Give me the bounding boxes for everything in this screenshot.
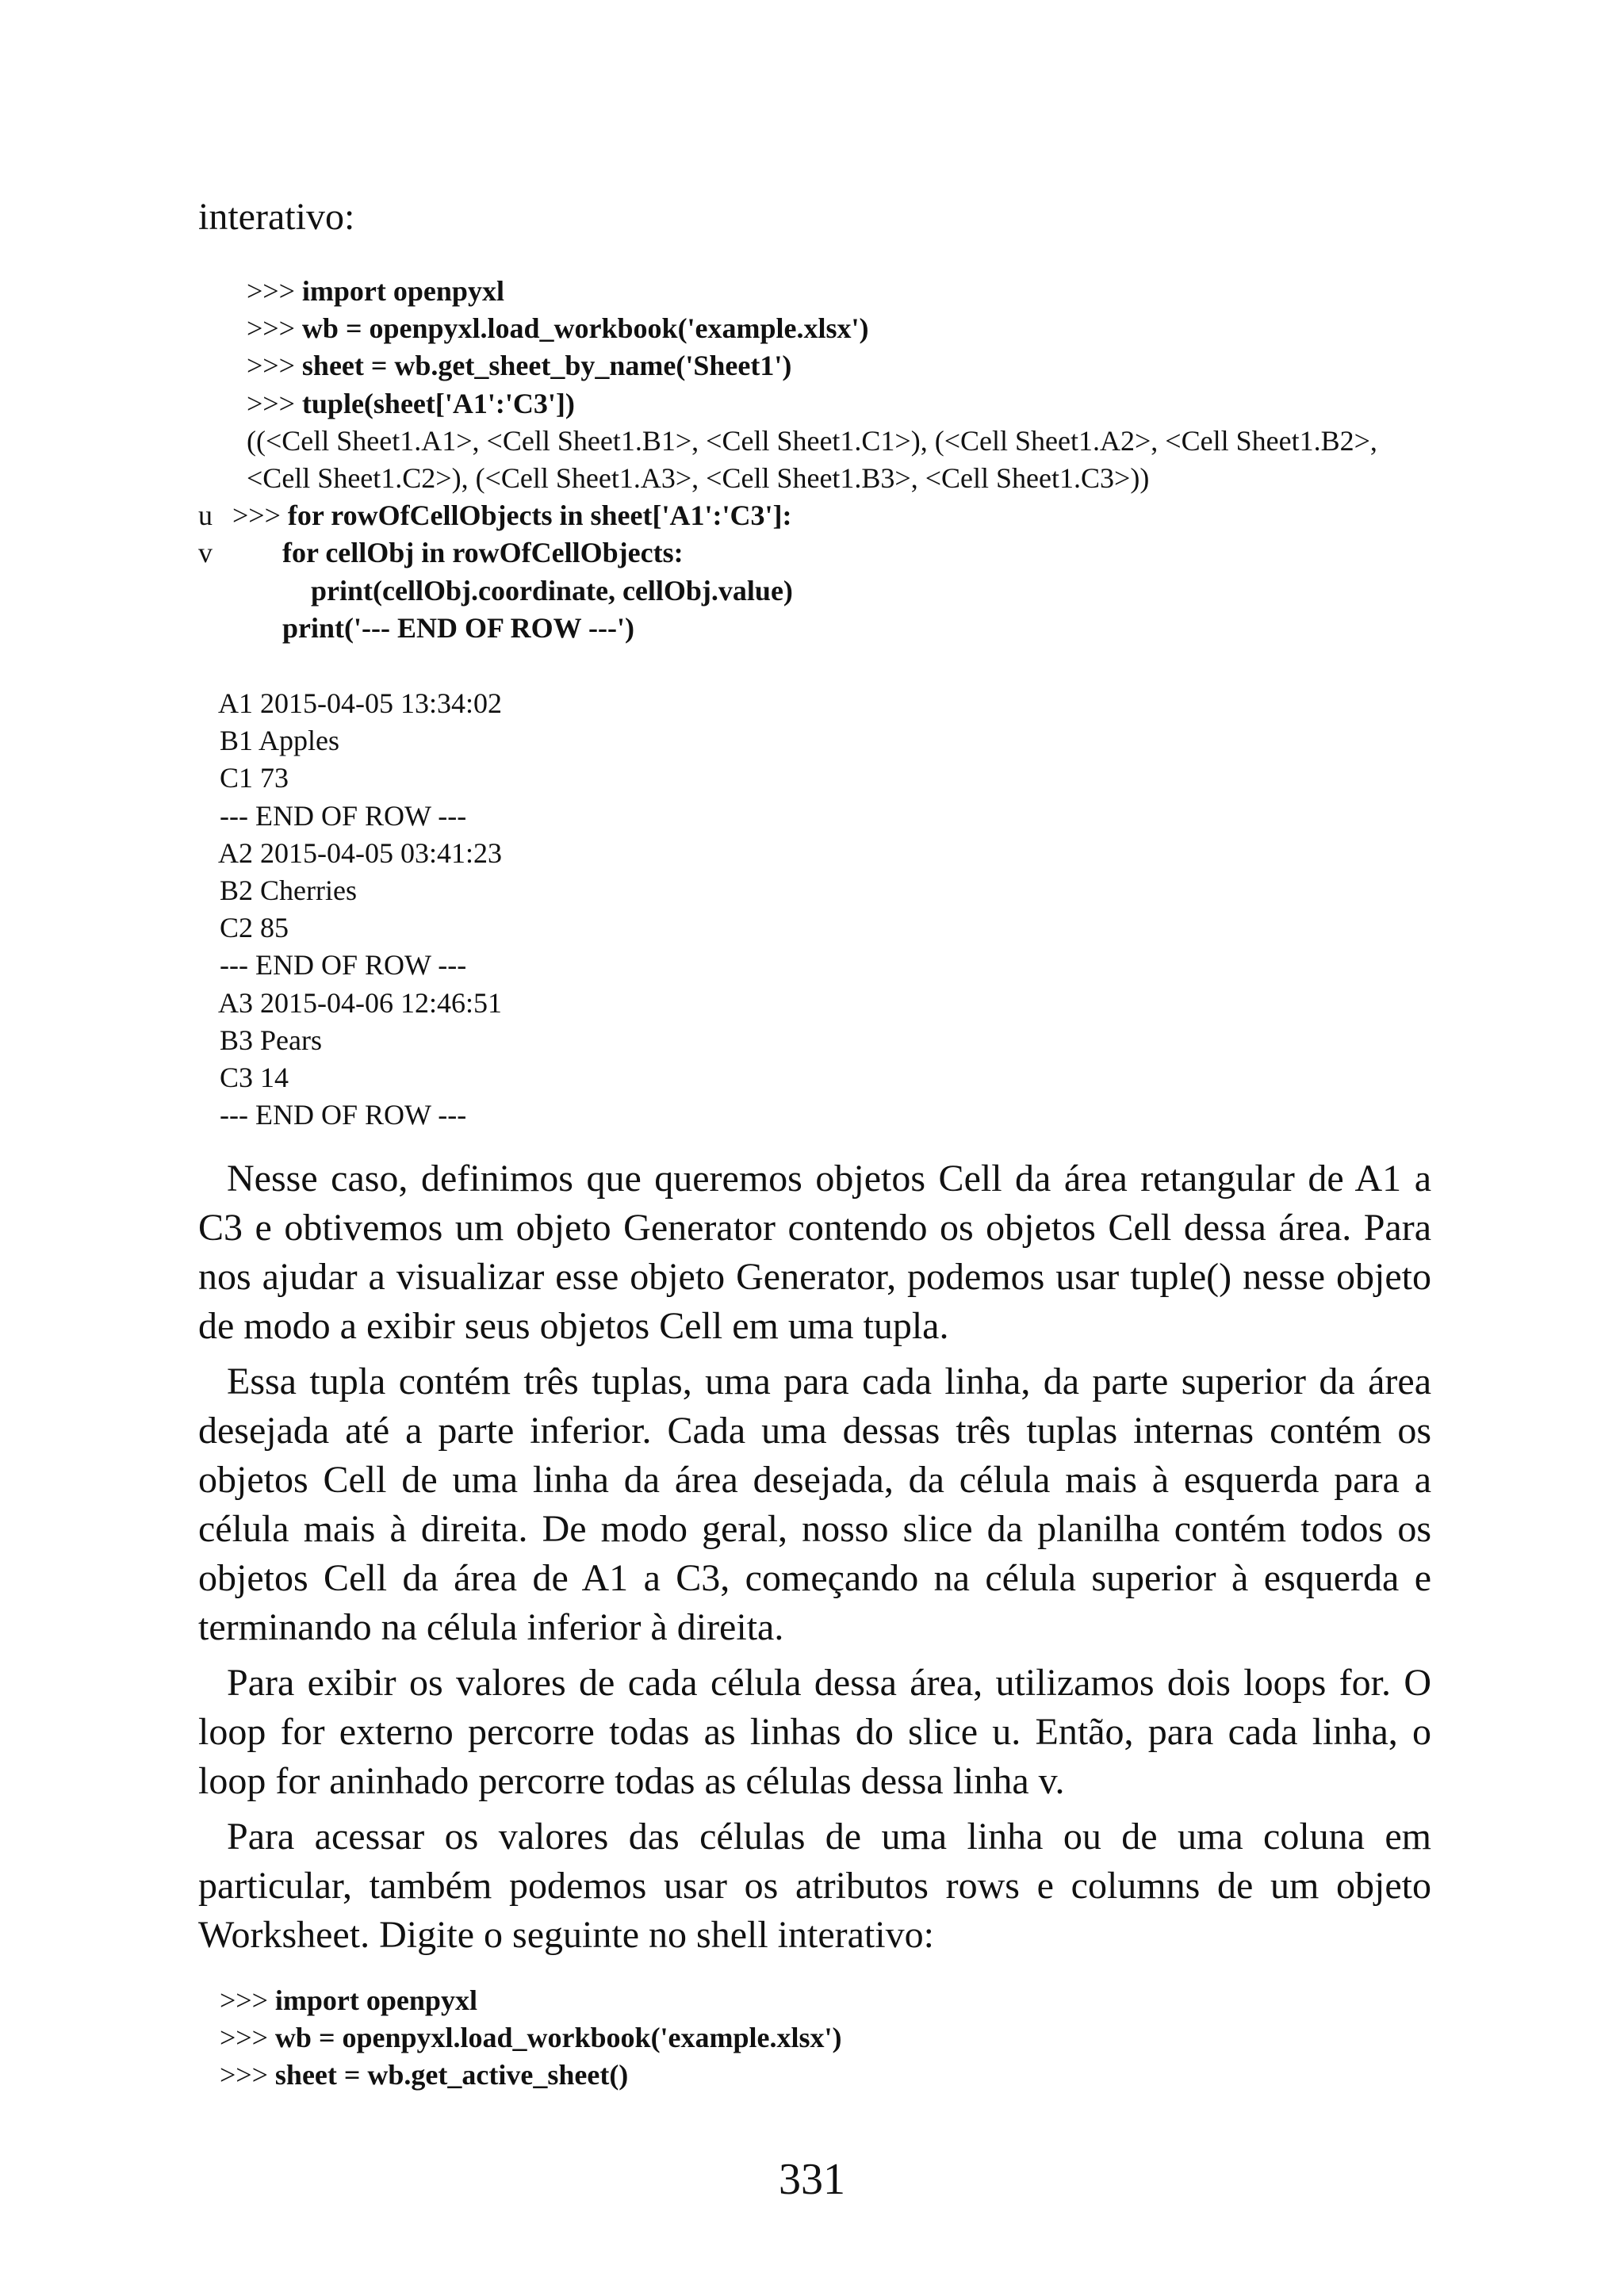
program-output <box>198 685 502 1134</box>
body-text <box>198 1154 1431 1966</box>
paragraph: Para exibir os valores de cada célula dessa área, utilizamos dois loops for. O loop for externo percorre todas as linhas do slice u. Então, para cada linha, o loop for aninhado percorre todas as células dessa linha v. <box>198 1662 1431 1802</box>
output-line: B2 Cherries <box>220 874 357 906</box>
callout-marker-v: v <box>198 537 213 569</box>
code-output-line: <Cell Sheet1.C2>), (<Cell Sheet1.A3>, <Cell Sheet1.B3>, <Cell Sheet1.C3>)) <box>247 461 1150 494</box>
page-number: 331 <box>779 2155 845 2204</box>
code-line: >>> tuple(sheet['A1':'C3']) <box>247 387 575 419</box>
code-line: v for cellObj in rowOfCellObjects: <box>198 534 1377 572</box>
output-line: A1 2015-04-05 13:34:02 <box>218 687 502 719</box>
output-line: A3 2015-04-06 12:46:51 <box>218 986 502 1019</box>
code-line: print('--- END OF ROW ---') <box>282 611 634 644</box>
callout-marker-u: u <box>198 499 213 532</box>
code-line: >>> wb = openpyxl.load_workbook('example.xlsx') <box>247 312 869 345</box>
output-line: --- END OF ROW --- <box>220 1099 467 1131</box>
output-line: --- END OF ROW --- <box>220 799 467 832</box>
paragraph: Essa tupla contém três tuplas, uma para cada linha, da parte superior da área desejada até a parte inferior. Cada uma dessas três tuplas internas contém os objetos Cell de uma linha da área desejada, da célula mais à esquerda para a célula mais à direita. De modo geral, nosso slice da planilha contém todos os objetos Cell da área de A1 a C3, começando na célula superior à esquerda e terminando na célula inferior à direita. <box>198 1360 1431 1648</box>
output-line: A2 2015-04-05 03:41:23 <box>218 836 502 869</box>
code-line: u >>> for rowOfCellObjects in sheet['A1':'C3']: <box>198 497 1377 534</box>
output-line: C3 14 <box>220 1061 289 1093</box>
output-line: B3 Pears <box>220 1024 322 1056</box>
code-line: print(cellObj.coordinate, cellObj.value) <box>311 574 793 607</box>
code-line: >>> import openpyxl <box>247 275 504 307</box>
code-block-2 <box>198 1982 842 2095</box>
output-line: --- END OF ROW --- <box>220 949 467 982</box>
code-output-line: ((<Cell Sheet1.A1>, <Cell Sheet1.B1>, <Cell Sheet1.C1>), (<Cell Sheet1.A2>, <Cell Sheet1.B2>, <box>247 424 1377 457</box>
code-block-1 <box>198 273 1377 647</box>
code-line: >>> import openpyxl <box>220 1984 477 2016</box>
output-line: C1 73 <box>220 762 289 794</box>
intro-text: interativo: <box>198 196 355 238</box>
paragraph: Nesse caso, definimos que queremos objetos Cell da área retangular de A1 a C3 e obtivemos um objeto Generator contendo os objetos Cell dessa área. Para nos ajudar a visualizar esse objeto Generator, podemos usar tuple() nesse objeto de modo a exibir seus objetos Cell em uma tupla. <box>198 1158 1431 1347</box>
code-line: >>> sheet = wb.get_sheet_by_name('Sheet1') <box>247 350 792 382</box>
output-line: C2 85 <box>220 912 289 944</box>
code-line: >>> wb = openpyxl.load_workbook('example.xlsx') <box>220 2022 842 2054</box>
output-line: B1 Apples <box>220 725 340 757</box>
code-line: >>> sheet = wb.get_active_sheet() <box>220 2059 629 2091</box>
paragraph: Para acessar os valores das células de uma linha ou de uma coluna em particular, também podemos usar os atributos rows e columns de um objeto Worksheet. Digite o seguinte no shell interativo: <box>198 1816 1431 1956</box>
